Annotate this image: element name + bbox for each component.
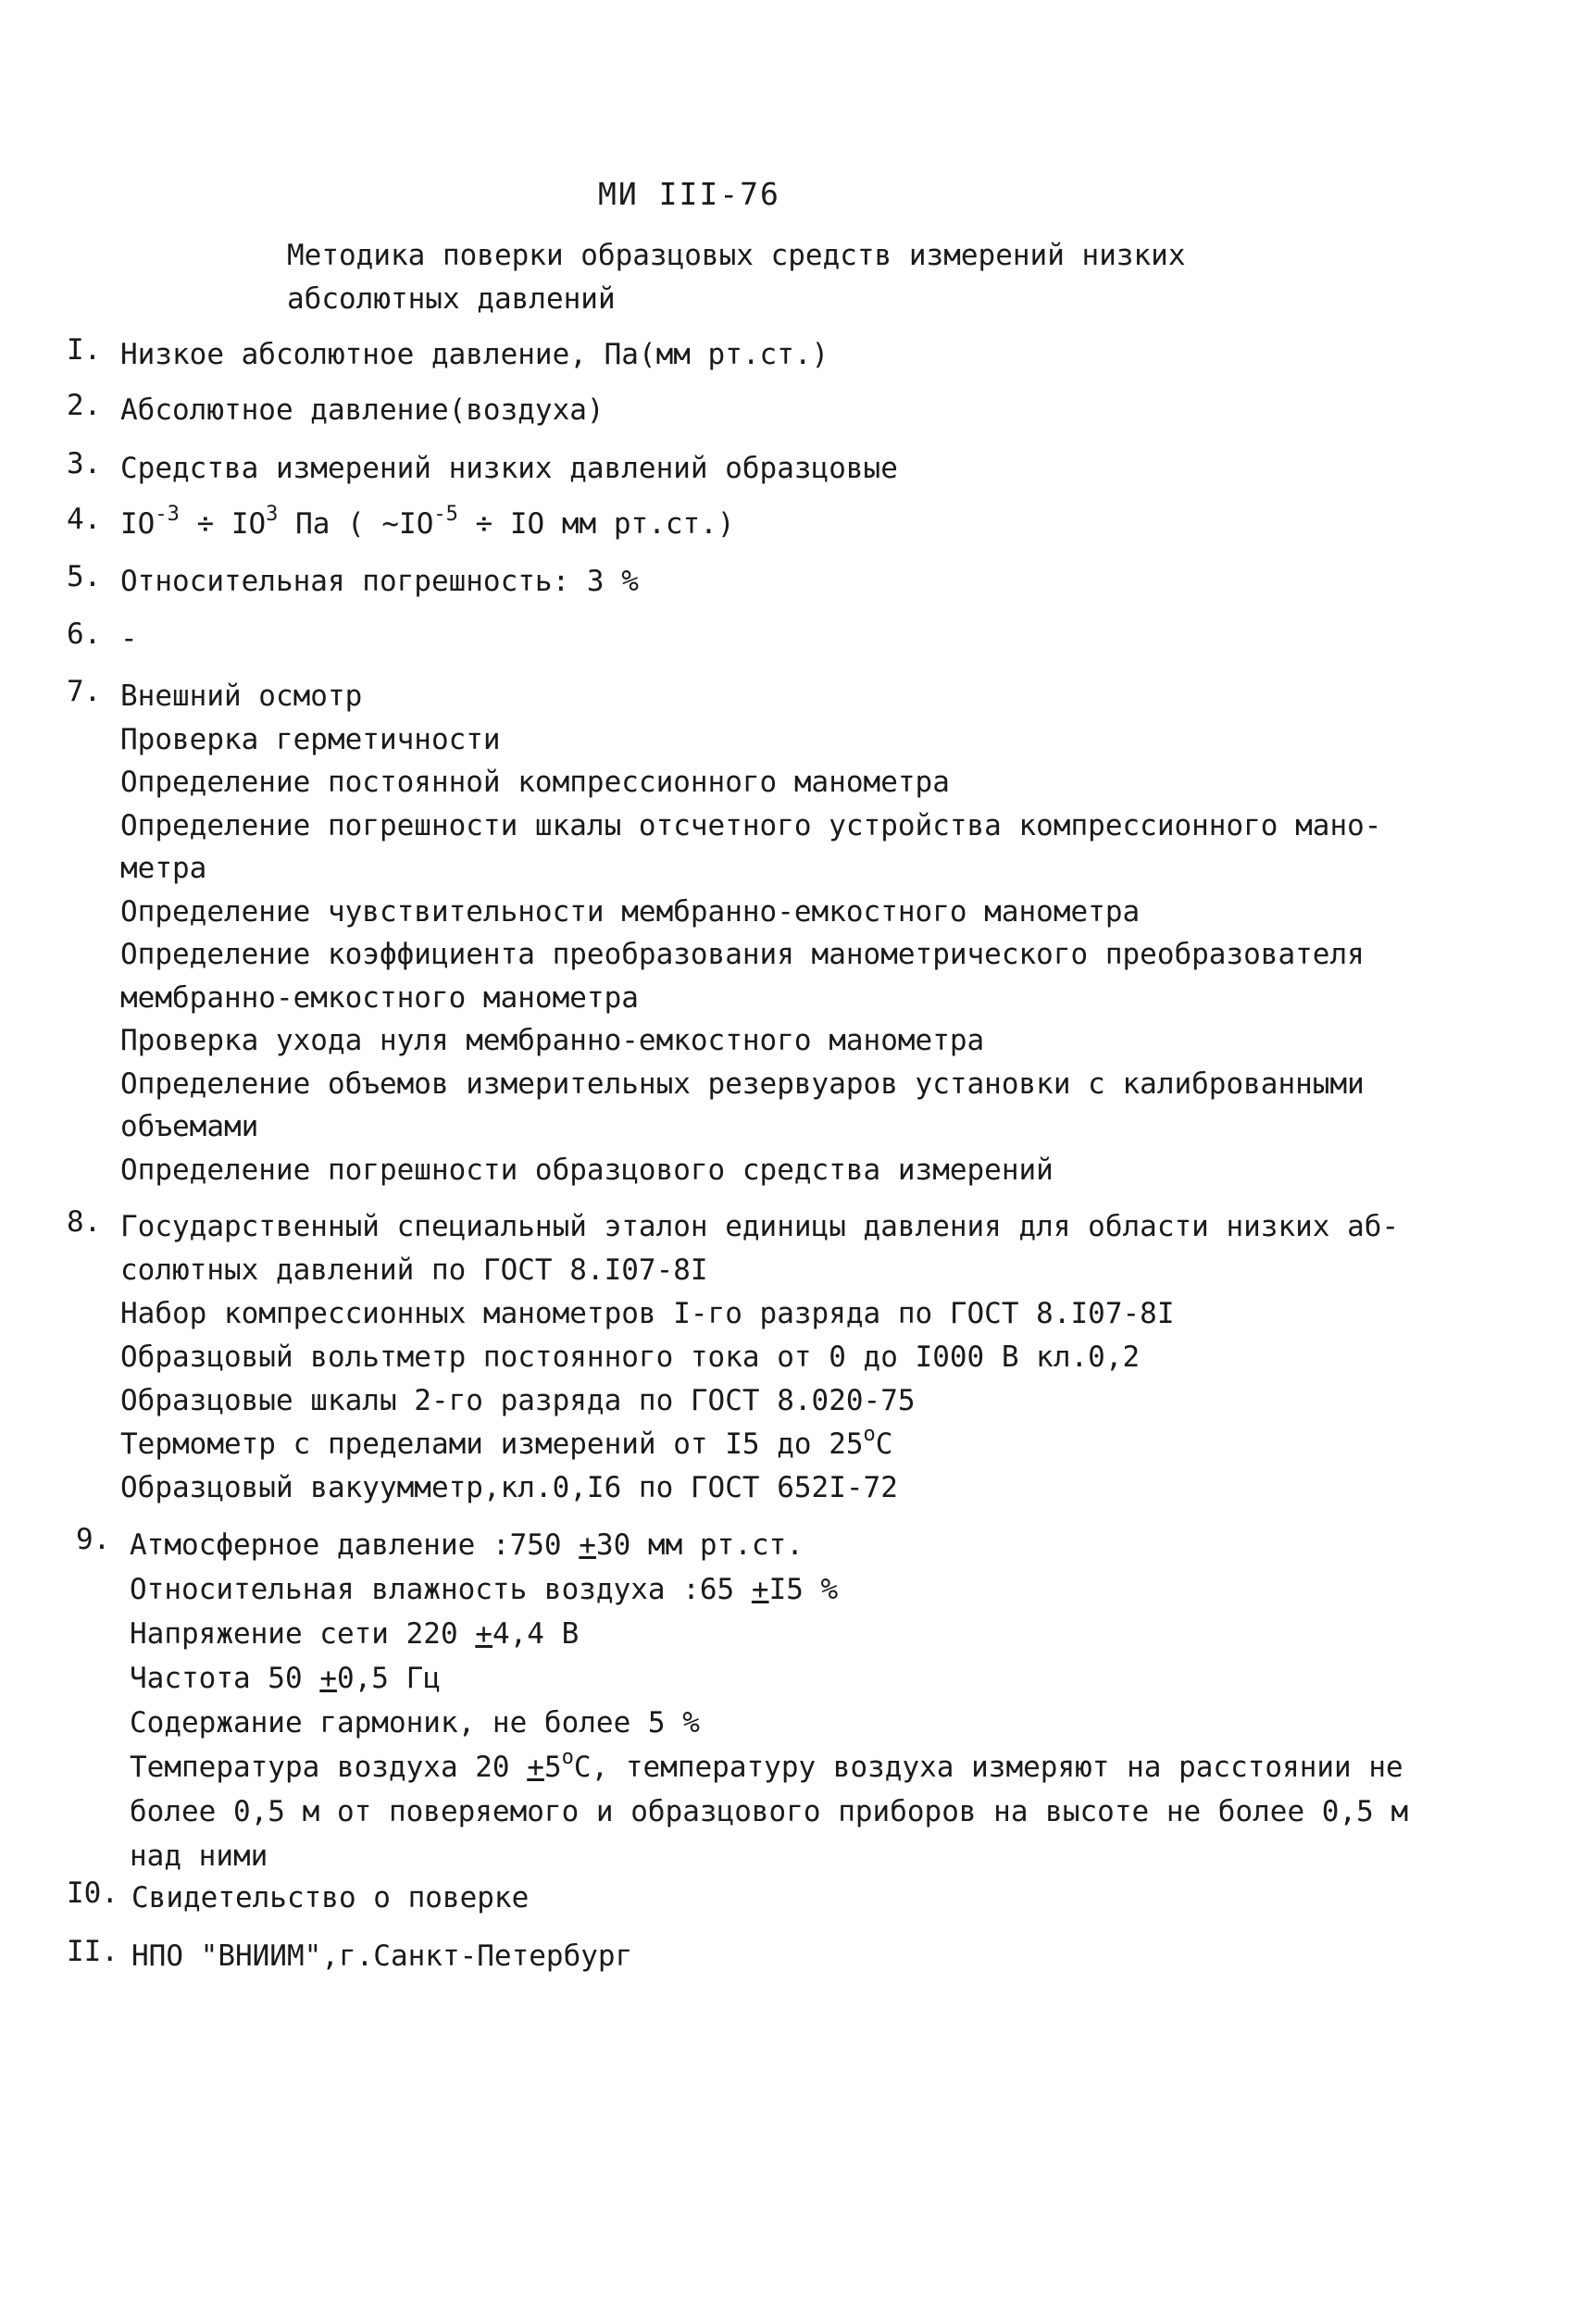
temperature-value: 5 (543, 1751, 562, 1784)
item-text: Абсолютное давление(воздуха) (120, 393, 605, 427)
item-number: 8. (67, 1205, 102, 1239)
plus-minus-sign: + (475, 1617, 493, 1651)
item-number: I0. (67, 1877, 118, 1910)
item-number: 7. (67, 675, 102, 708)
item-number: 5. (67, 560, 102, 593)
item-number: 3. (67, 447, 102, 480)
range-unit: Па ( ~IO (278, 507, 434, 541)
item-line: Определение коэффициента преобразования манометрического преобразователя (120, 938, 1365, 971)
plus-minus-sign: + (527, 1751, 544, 1784)
item-line: Определение чувствительности мембранно-емкостного манометра (120, 894, 1141, 929)
pressure-value: 30 мм рт.ст. (595, 1528, 804, 1562)
frequency-line (130, 1656, 1472, 1701)
range-rest: ÷ IO мм рт.ст.) (457, 507, 735, 541)
item-text: Относительная погрешность: 3 % (120, 565, 639, 598)
range-base: IO (120, 507, 156, 541)
degree-sign: о (561, 1746, 574, 1769)
range-separator: ÷ (179, 507, 231, 541)
item-text: Свидетельство о поверке (131, 1881, 530, 1914)
item-number: I. (67, 333, 102, 367)
voltage-label: Напряжение сети 220 (130, 1617, 476, 1651)
plus-minus-sign: + (579, 1528, 596, 1562)
temperature-label: Температура воздуха 20 (130, 1751, 528, 1784)
plus-minus-sign: + (319, 1662, 337, 1695)
item-line: Образцовые шкалы 2-го разряда по ГОСТ 8.020-75 (120, 1384, 916, 1417)
thermometer-text: Термометр с пределами измерений от I5 до 25 (120, 1428, 864, 1461)
item-line: Проверка ухода нуля мембранно-емкостного манометра (120, 1024, 985, 1057)
harmonics-line: Содержание гармоник, не более 5 % (130, 1706, 700, 1740)
pressure-label: Атмосферное давление :750 (130, 1528, 580, 1562)
title-line: абсолютных давлений (287, 282, 616, 316)
title-line: Методика поверки образцовых средств измерений низких (287, 239, 1186, 272)
temperature-line (130, 1745, 1472, 1789)
item-line: Образцовый вольтметр постоянного тока от 0 до I000 В кл.0,2 (120, 1341, 1141, 1374)
pressure-line (130, 1523, 1472, 1567)
frequency-value: 0,5 Гц (336, 1662, 441, 1695)
range-exponent: -3 (155, 503, 180, 526)
item-line: Определение погрешности шкалы отсчетного устройства компрессионного мано- (120, 808, 1382, 842)
humidity-line (130, 1567, 1472, 1612)
voltage-value: 4,4 В (492, 1617, 580, 1651)
item-number: 4. (67, 503, 102, 536)
item-line: Внешний осмотр (120, 680, 363, 713)
item-line: Образцовый вакуумметр,кл.0,I6 по ГОСТ 652I-72 (120, 1471, 898, 1504)
item-line: Проверка герметичности (120, 722, 501, 756)
item-line: объемами (120, 1110, 259, 1143)
item-number: 6. (67, 617, 102, 651)
item-line: солютных давлений по ГОСТ 8.I07-8I (120, 1253, 708, 1287)
voltage-line (130, 1612, 1472, 1656)
item-line: Определение постоянной компрессионного манометра (120, 766, 950, 799)
range-line (120, 503, 1463, 546)
thermometer-line (120, 1423, 1463, 1466)
document-title (287, 234, 1305, 321)
item-text: Средства измерений низких давлений образцовые (120, 452, 898, 485)
item-line: над ними (130, 1839, 268, 1873)
item-text: Низкое абсолютное давление, Па(мм рт.ст.) (120, 338, 829, 371)
degree-sign: о (863, 1423, 876, 1446)
humidity-value: I5 % (768, 1573, 839, 1606)
item-line: более 0,5 м от поверяемого и образцового приборов на высоте не более 0,5 м (130, 1795, 1409, 1828)
item-text: - (120, 622, 138, 655)
range-base: IO (231, 507, 267, 541)
plus-minus-sign: + (751, 1573, 769, 1606)
document-code: МИ III-76 (598, 176, 780, 212)
temperature-text: С, температуру воздуха измеряют на расстоянии не (573, 1751, 1403, 1784)
item-number: II. (67, 1935, 118, 1968)
item-line: метра (120, 852, 207, 885)
item-text: НПО "ВНИИМ",г.Санкт-Петербург (131, 1939, 633, 1973)
item-line: Определение объемов измерительных резервуаров установки с калиброванными (120, 1066, 1365, 1101)
humidity-label: Относительная влажность воздуха :65 (130, 1573, 752, 1606)
thermometer-unit: С (875, 1428, 893, 1461)
item-line: мембранно-емкостного манометра (120, 980, 639, 1015)
frequency-label: Частота 50 (130, 1662, 320, 1695)
item-line: Определение погрешности образцового средства измерений (120, 1153, 1054, 1187)
item-line: Набор компрессионных манометров I-го разряда по ГОСТ 8.I07-8I (120, 1297, 1175, 1330)
item-number: 2. (67, 389, 102, 422)
range-exponent: -5 (433, 503, 458, 526)
item-line: Государственный специальный эталон единицы давления для области низких аб- (120, 1210, 1400, 1243)
item-number: 9. (76, 1523, 111, 1556)
range-exponent: 3 (266, 503, 279, 526)
